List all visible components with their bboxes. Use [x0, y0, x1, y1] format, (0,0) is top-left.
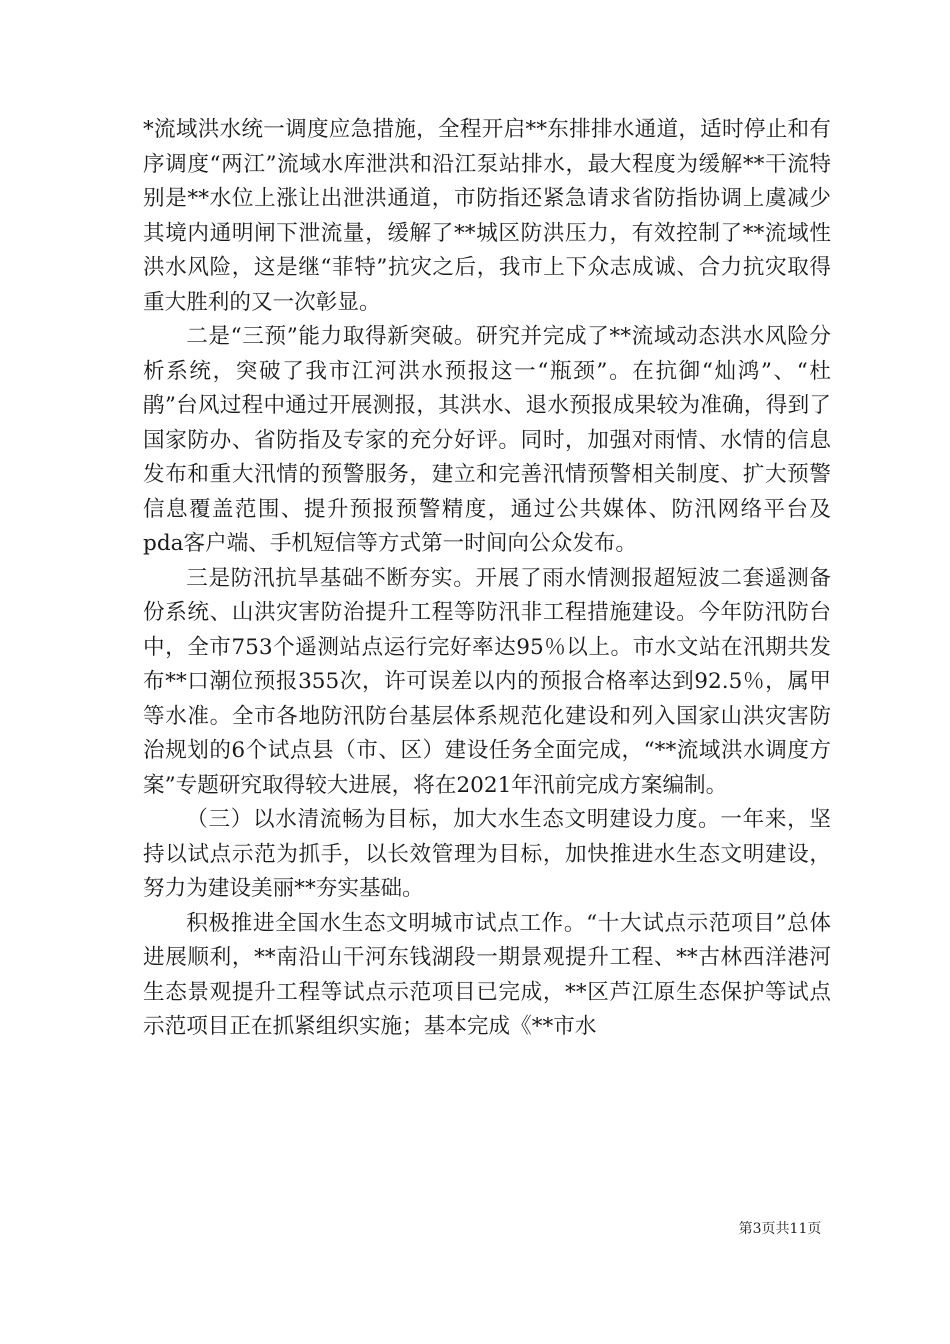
paragraph-5: 积极推进全国水生态文明城市试点工作。“十大试点示范项目”总体进展顺利，**南沿山干河东钱湖段一期景观提升工程、**古林西洋港河生态景观提升工程等试点示范项目已完成，**区芦江原生态保护等试点示范项目正在抓紧组织实施；基本完成《**市水	[143, 910, 831, 1039]
page-number-label: 第3页共11页	[738, 1221, 822, 1237]
paragraph-4: （三）以水清流畅为目标，加大水生态文明建设力度。一年来，坚持以试点示范为抓手，以长效管理为目标，加快推进水生态文明建设，努力为建设美丽**夯实基础。	[143, 807, 831, 901]
paragraph-2: 二是“三预”能力取得新突破。研究并完成了**流域动态洪水风险分析系统，突破了我市江河洪水预报这一“瓶颈”。在抗御“灿鸿”、“杜鹃”台风过程中通过开展测报，其洪水、退水预报成果较为准确，得到了国家防办、省防指及专家的充分好评。同时，加强对雨情、水情的信息发布和重大汛情的预警服务，建立和完善汛情预警相关制度、扩大预警信息覆盖范围、提升预报预警精度，通过公共媒体、防汛网络平台及pda客户端、手机短信等方式第一时间向公众发布。	[143, 324, 831, 556]
page-footer	[0, 1218, 950, 1238]
paragraph-1: *流域洪水统一调度应急措施，全程开启**东排排水通道，适时停止和有序调度“两江”流域水库泄洪和沿江泵站排水，最大程度为缓解**干流特别是**水位上涨让出泄洪通道，市防指还紧急请求省防指协调上虞减少其境内通明闸下泄流量，缓解了**城区防洪压力，有效控制了**流域性洪水风险，这是继“菲特”抗灾之后，我市上下众志成诚、合力抗灾取得重大胜利的又一次彰显。	[143, 117, 831, 315]
document-body	[143, 113, 831, 1045]
paragraph-3: 三是防汛抗旱基础不断夯实。开展了雨水情测报超短波二套遥测备份系统、山洪灾害防治提升工程等防汛非工程措施建设。今年防汛防台中，全市753个遥测站点运行完好率达95％以上。市水文站在汛期共发布**口潮位预报355次，许可误差以内的预报合格率达到92.5％，属甲等水准。全市各地防汛防台基层体系规范化建设和列入国家山洪灾害防治规划的6个试点县（市、区）建设任务全面完成，“**流域洪水调度方案”专题研究取得较大进展，将在2021年汛前完成方案编制。	[143, 565, 831, 798]
